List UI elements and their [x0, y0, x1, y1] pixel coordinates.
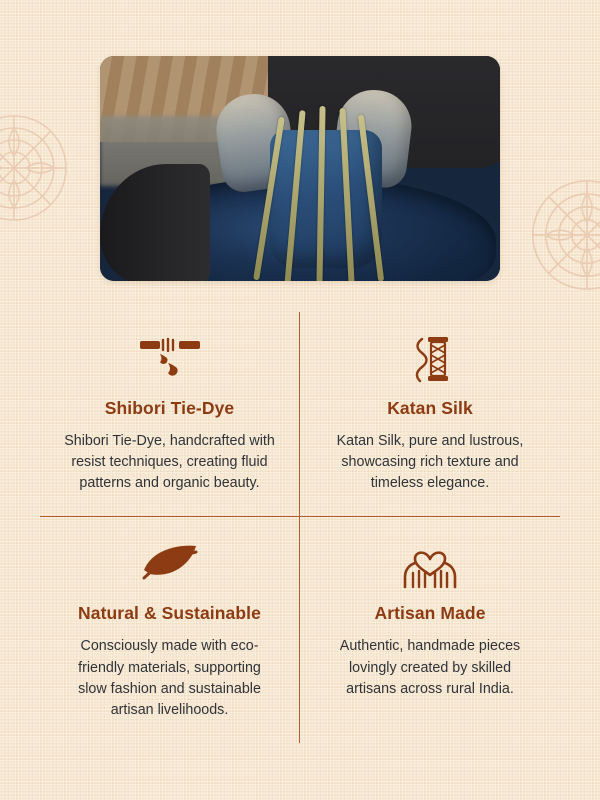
hands-holding-heart-icon-svg	[399, 537, 461, 591]
mandala-decoration-right-icon	[522, 170, 600, 300]
mandala-decoration-left-icon	[0, 108, 74, 228]
shibori-brush-icon	[62, 328, 277, 390]
feature-title: Katan Silk	[387, 398, 473, 418]
feature-grid	[40, 312, 560, 743]
shibori-brush-icon-svg	[138, 332, 202, 386]
hands-holding-heart-icon	[322, 533, 538, 595]
feature-title: Natural & Sustainable	[78, 603, 261, 624]
feature-card-natural-sustainable	[40, 517, 300, 743]
feature-body: Consciously made with eco-friendly materials, supporting slow fashion and sustainable artisan livelihoods.	[78, 638, 261, 718]
feature-title: Artisan Made	[374, 603, 486, 624]
feature-title: Shibori Tie-Dye	[104, 398, 235, 418]
leaf-icon	[62, 533, 277, 595]
feature-card-shibori-tie-dye	[40, 312, 300, 517]
silk-thread-spool-icon-svg	[400, 331, 460, 387]
feature-card-katan-silk	[300, 312, 560, 517]
feature-body: Katan Silk, pure and lustrous, showcasing rich texture and timeless elegance.	[336, 433, 524, 492]
leaf-icon-svg	[138, 540, 202, 588]
silk-thread-spool-icon	[322, 328, 538, 390]
indigo-dye-photo	[100, 56, 500, 281]
feature-body: Shibori Tie-Dye, handcrafted with resist techniques, creating fluid patterns and organic beauty.	[64, 433, 275, 492]
feature-card-artisan-made	[300, 517, 560, 743]
feature-body: Authentic, handmade pieces lovingly created by skilled artisans across rural India.	[339, 638, 521, 697]
hero-image	[100, 56, 500, 281]
